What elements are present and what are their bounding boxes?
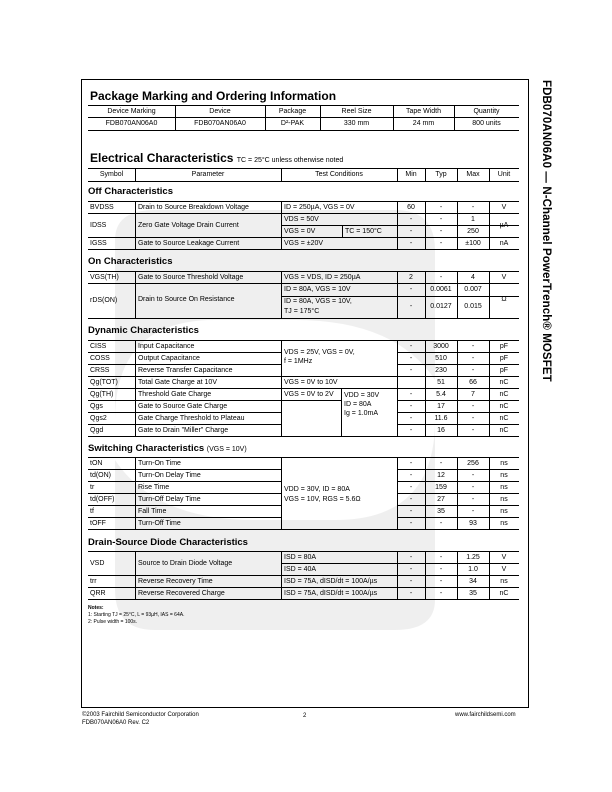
electrical-condition: TC = 25°C unless otherwise noted [236, 157, 344, 164]
sw-condition-a: VDD = 30V, ID = 80A [284, 486, 350, 493]
electrical-title: Electrical Characteristics TC = 25°C unless otherwise noted [90, 151, 344, 165]
ordering-title: Package Marking and Ordering Information [90, 89, 337, 103]
page-number: 2 [303, 713, 307, 719]
q-condition-c: Ig = 1.0mA [344, 410, 379, 417]
footer-url[interactable]: www.fairchildsemi.com [455, 712, 516, 718]
cap-condition-a: VDS = 25V, VGS = 0V, [284, 349, 355, 356]
footer-revision: FDB070AN06A0 Rev. C2 [82, 720, 150, 726]
q-condition-a: VDD = 30V [344, 392, 380, 399]
side-title: FDB070AN06A0 — N-Channel PowerTrench® MOSFET [540, 80, 552, 382]
cap-condition-b: f = 1MHz [284, 358, 313, 365]
section-dynamic: Dynamic Characteristics [88, 325, 199, 336]
section-switching: Switching Characteristics (VGS = 10V) [88, 443, 247, 454]
notes: Notes: 1: Starting TJ = 25°C, L = 93µH, IAS = 64A. 2: Pulse width = 100s. [88, 605, 185, 625]
section-off: Off Characteristics [88, 186, 174, 197]
footer-copyright: ©2003 Fairchild Semiconductor Corporation [82, 712, 199, 718]
sw-condition-b: VGS = 10V, RGS = 5.6Ω [284, 496, 361, 503]
section-on: On Characteristics [88, 256, 173, 267]
section-diode: Drain-Source Diode Characteristics [88, 537, 248, 548]
q-condition-b: ID = 80A [344, 401, 372, 408]
